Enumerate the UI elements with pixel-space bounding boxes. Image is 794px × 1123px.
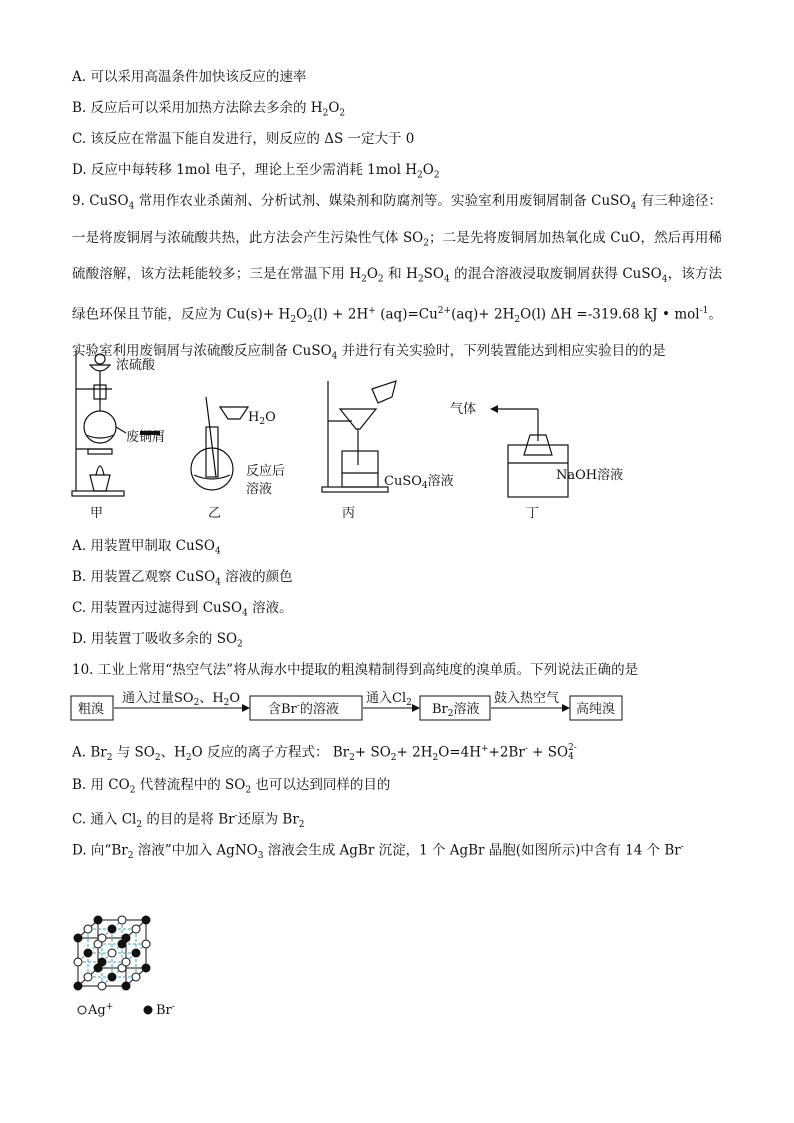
q8-option-a: A. 可以采用高温条件加快该反应的速率 [72,69,307,85]
label-after-reaction: 反应后 [246,464,286,479]
q8-option-d: D. 反应中每转移 1mol 电子，理论上至少需消耗 1mol $H_2O_2$ [72,162,440,181]
apparatus-figure [60,345,660,525]
br-ion [108,973,116,981]
br-ion [74,982,82,990]
q8-option-b: B. 反应后可以采用加热方法除去多余的 $H_2O_2$ [72,100,346,119]
caption-ding: 丁 [526,506,540,521]
label-cuso4-solution: CuSO$_4$溶液 [384,474,454,491]
q9-option-c: C. 用装置丙过滤得到 CuSO$_4$ 溶液。 [72,600,293,619]
ag-ion [74,958,82,966]
br-ion [98,958,106,966]
ag-ion [98,934,106,942]
q8-option-c: C. 该反应在常温下能自发进行，则反应的 ΔS 一定大于 0 [72,131,415,147]
ag-ion [118,916,126,924]
ag-ion [132,925,140,933]
q9-stem: 9. CuSO$_4$ 常用作农业杀菌剂、分析试剂、媒染剂和防腐剂等。实验室利用废铜屑制备 CuSO$_4$ 有三种途径：一是将废铜屑与浓硫酸共热，此方法会产生污染性气体 $SO_2$；二是先将废铜屑加热氧化成 CuO，然后再用稀硫酸溶解，该方法耗能较多；三是在常温下用 $H_2O_2$ 和 $H_2SO_4$ 的混合溶液浸取废铜屑获得 CuSO$_4$，该方法绿色环保且节能，反应为 $Cu(s)+ H_2O_2(l) + 2H^+$ $(aq)=Cu^{2+}(aq)+ 2H_2O(l)$ ΔH =-319.68 kJ • mol$^{-1}$。实验室利用废铜屑与浓硫酸反应制备 CuSO$_4$ 并进行有关实验时，下列装置能达到相应实验目的的是 [72,193,723,362]
br-ion [108,925,116,933]
q9-option-d: D. 用装置丁吸收多余的 $SO_2$ [72,631,243,650]
label-conc-acid: 浓硫酸 [116,358,156,373]
legend-ag-icon [78,1006,86,1014]
apparatus-ding [496,409,568,497]
label-h2o: $H_2O$ [248,410,276,427]
br-ion [122,982,130,990]
br-ion [84,949,92,957]
flow-arrow2-text: 通入$Cl_2$ [366,691,412,708]
ag-ion [132,973,140,981]
q9-option-a: A. 用装置甲制取 CuSO$_4$ [72,538,221,557]
flow-box3-text: $Br_2$溶液 [432,702,480,719]
flow-arrow3-text: 鼓入热空气 [494,691,560,706]
br-ion [142,916,150,924]
q10-option-b: B. 用 $CO_2$ 代替流程中的 $SO_2$ 也可以达到同样的目的 [72,777,391,796]
flow-arrow1-text: 通入过量$SO_2$、$H_2O$ [122,691,241,708]
legend-br: Br- [156,1002,175,1018]
br-ion [94,916,102,924]
br-ion [142,964,150,972]
br-ion [122,934,130,942]
q10-option-a: A. $Br_2$ 与 $SO_2$、$H_2O$ 反应的离子方程式： $Br_2+ SO_2+ 2H_2O=4H^++2Br^-$ + SO 2- 4 [72,743,577,764]
legend-br-icon [144,1006,152,1014]
ag-ion [108,949,116,957]
flow-box1-text: 粗溴 [78,702,105,717]
q10-option-c: C. 通入 $Cl_2$ 的目的是将 Br-还原为 $Br_2$ [72,811,305,831]
label-waste-copper: 废铜屑 [126,430,166,445]
q10-option-d: D. 向“$Br_2$ 溶液”中加入 AgNO$_3$ 溶液会生成 AgBr 沉淀，1 个 AgBr 晶胞(如图所示)中含有 14 个 Br- [72,842,684,862]
legend-ag: Ag+ [88,1002,114,1018]
ag-ion [84,925,92,933]
q10-stem: 10. 工业上常用“热空气法”将从海水中提取的粗溴精制得到高纯度的溴单质。下列说法正确的是 [72,662,639,678]
label-solution: 溶液 [246,482,273,497]
label-gas: 气体 [450,402,477,417]
flow-box4-text: 高纯溴 [576,702,616,717]
ag-ion [84,973,92,981]
agbr-crystal-cell [66,868,216,1028]
bromine-flow-diagram [70,686,630,726]
caption-yi: 乙 [208,506,222,521]
label-naoh: NaOH溶液 [556,468,624,483]
apparatus-yi [191,397,248,490]
br-ion [74,934,82,942]
br-ion [132,949,140,957]
q9-option-b: B. 用装置乙观察 CuSO$_4$ 溶液的颜色 [72,569,293,588]
ag-ion [142,940,150,948]
caption-jia: 甲 [90,506,104,521]
ag-ion [98,982,106,990]
caption-bing: 丙 [342,506,356,521]
flow-box2-text: 含Br-的溶液 [268,701,339,717]
ag-ion [122,958,130,966]
